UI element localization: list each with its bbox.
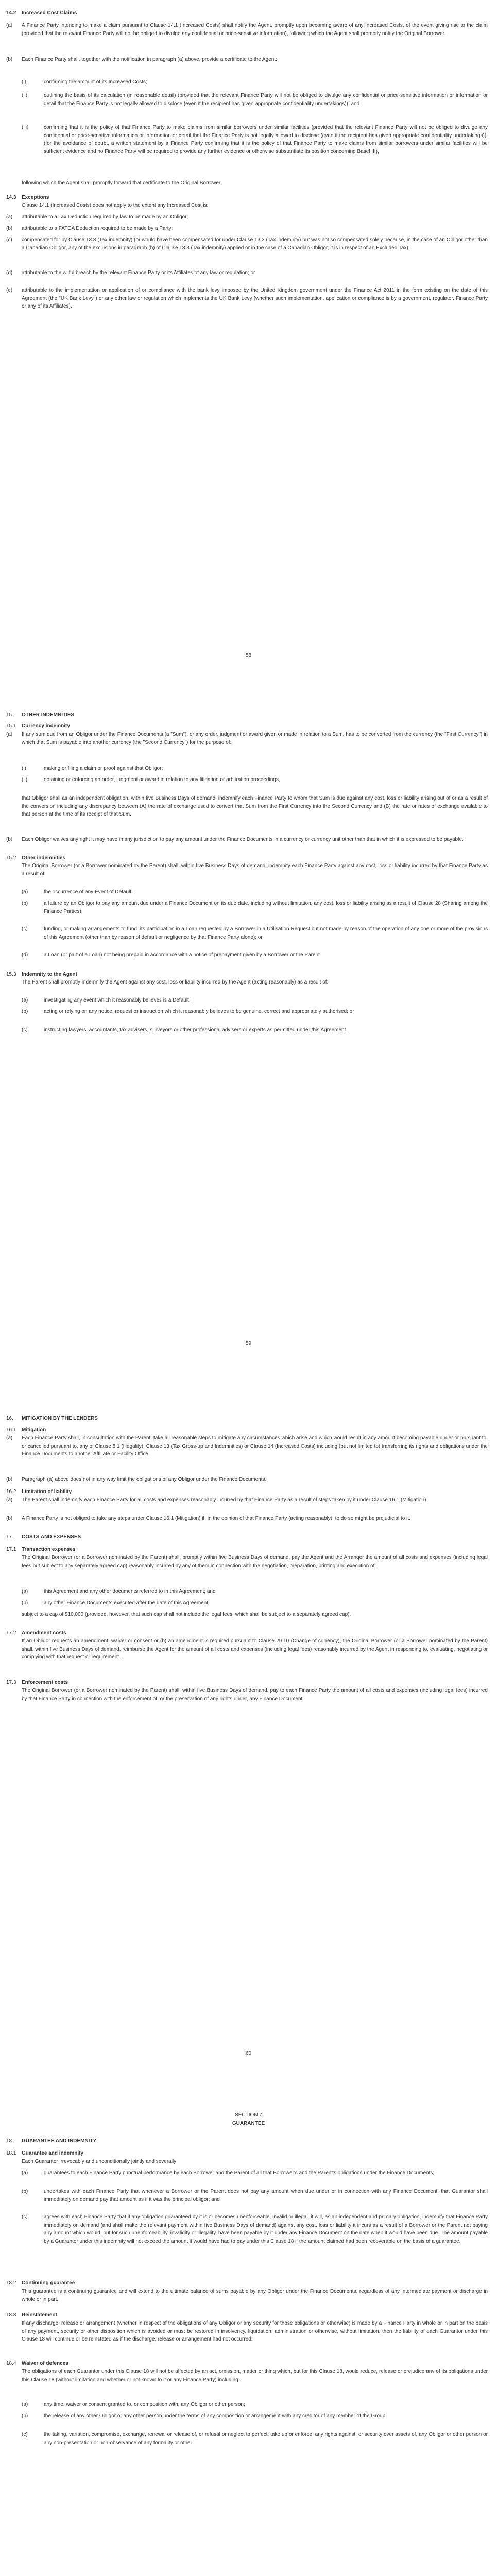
para-label: (d) xyxy=(22,952,28,958)
clause-title: Other indemnities xyxy=(22,855,66,861)
para-text: guarantees to each Finance Party punctual performance by each Borrower and the Parent of all that Borrower's and the Parent's obligations under the Finance Documents; xyxy=(44,2170,435,2176)
page-number: 60 xyxy=(245,2050,252,2056)
para-text: following which the Agent shall promptly forward that certificate to the Original Borrower. xyxy=(22,180,222,186)
section-title: GUARANTEE xyxy=(232,2121,265,2126)
para-text: Each Guarantor irrevocably and unconditionally jointly and severally: xyxy=(22,2159,178,2164)
para-text: Each Finance Party shall, in consultation with the Parent, take all reasonable steps to mitigate any circumstances which arise and which would result in any amount becoming payable under or pursuant to, or cancelled pursuant to, any of Clause 8.1 (Illegality), Clause 13 (Tax Gross-up and Indemnities) or Clause 14 (Increased Costs) including (but not limited to) transferring its rights and obligations under the Finance Documents to another Affiliate or Facility Office. xyxy=(22,1435,488,1457)
para-text: The Original Borrower (or a Borrower nominated by the Parent) shall, promptly within five Business Days of demand, pay the Agent and the Arranger the amount of all costs and expenses (including legal fees but subject to any separately agreed cap) reasonably incurred by any of them in connection with the negotiation, preparation, printing and execution of: xyxy=(22,1555,488,1569)
clause-number: 16.2 xyxy=(6,1489,16,1495)
clause-title: MITIGATION BY THE LENDERS xyxy=(22,1416,98,1421)
para-text: attributable to a FATCA Deduction required to be made by a Party; xyxy=(22,226,173,231)
para-text: any other Finance Documents executed after the date of this Agreement, xyxy=(44,1600,210,1606)
para-label: (b) xyxy=(22,1009,28,1014)
para-label: (c) xyxy=(22,2214,28,2220)
para-text: acting or relying on any notice, request or instruction which it reasonably believes to be genuine, correct and appropriately authorised; or xyxy=(44,1009,354,1014)
clause-number: 17. xyxy=(6,1534,13,1540)
clause-title: Amendment costs xyxy=(22,1630,66,1636)
para-text: subject to a cap of $10,000 (provided, however, that such cap shall not include the legal fees, which shall be subject to a separately agreed cap). xyxy=(22,1612,351,1617)
clause-number: 18.3 xyxy=(6,2312,16,2318)
subpara-label: (iii) xyxy=(22,125,29,130)
para-label: (a) xyxy=(6,23,13,28)
para-label: (b) xyxy=(22,2413,28,2419)
para-label: (a) xyxy=(6,214,13,220)
subpara-label: (i) xyxy=(22,79,26,85)
para-text: If any discharge, release or arrangement (whether in respect of the obligations of any Obligor or any security for those obligations or otherwise) is made by a Finance Party in whole or in part on the basis of any payment, security or other disposition which is avoided or must be restored in insolvency, liquidation, administration or otherwise, without limitation, then the liability of each Guarantor under this Clause 18 will continue or be reinstated as if the discharge, release or arrangement had not occurred. xyxy=(22,2320,488,2342)
para-label: (b) xyxy=(22,901,28,906)
subpara-text: confirming the amount of its Increased Costs; xyxy=(44,79,147,85)
clause-title: Currency indemnity xyxy=(22,723,70,729)
clause-title: Increased Cost Claims xyxy=(22,10,77,16)
para-text: If an Obligor requests an amendment, waiver or consent or (b) an amendment is required pursuant to Clause 29.10 (Change of currency), the Original Borrower (or a Borrower nominated by the Parent) shall, within five Business Days of demand, reimburse the Agent for the amount of all costs and expenses (including legal fees) reasonably incurred by the Agent in responding to, evaluating, negotiating or complying with that request or requirement. xyxy=(22,1638,488,1660)
para-label: (b) xyxy=(6,837,13,842)
para-text: the taking, variation, compromise, exchange, renewal or release of, or refusal or neglect to perfect, take up or enforce, any rights against, or security over assets of, any Obligor or other person or any non-presentation or non-observance of any formality or other xyxy=(44,2432,488,2446)
para-text: investigating any event which it reasonably believes is a Default; xyxy=(44,997,191,1003)
para-text: Each Obligor waives any right it may have in any jurisdiction to pay any amount under the Finance Documents in a currency or currency unit other than that in which it is expressed to be payable. xyxy=(22,837,464,842)
para-label: (a) xyxy=(6,732,13,737)
clause-title: Enforcement costs xyxy=(22,1680,68,1685)
clause-number: 16. xyxy=(6,1416,13,1421)
para-text: If any sum due from an Obligor under the Finance Documents (a "Sum"), or any order, judgment or award given or made in relation to a Sum, has to be converted from the currency (the "First Currency") in which that Sum is payable into another currency (the "Second Currency") for the purpose of: xyxy=(22,732,488,745)
para-text: A Finance Party is not obliged to take any steps under Clause 16.1 (Mitigation) if, in the opinion of that Finance Party (acting reasonably), to do so might be prejudicial to it. xyxy=(22,1516,410,1521)
para-text: attributable to the implementation or application of or compliance with the bank levy imposed by the United Kingdom government under the Finance Act 2011 in the form existing on the date of this Agreement (the "UK Bank Levy") or any other law or regulation which implements the UK Bank Levy (whether such implementation, application or compliance is by a government, regulator, Finance Party or any of its Affiliates). xyxy=(22,287,488,309)
para-text: instructing lawyers, accountants, tax advisers, surveyors or other professional advisers or experts as permitted under this Agreement. xyxy=(44,1027,348,1033)
subpara-text: outlining the basis of its calculation (in reasonable detail) (provided that the relevant Finance Party will not be obliged to divulge any confidential or price-sensitive information or information or detail that the Finance Party is not legally allowed to disclose (even if the recipient has given appropriate confidentiality undertakings)); and xyxy=(44,93,488,107)
clause-number: 16.1 xyxy=(6,1427,16,1433)
para-text: The Parent shall indemnify each Finance Party for all costs and expenses reasonably incurred by that Finance Party as a result of steps taken by it under Clause 16.1 (Mitigation). xyxy=(22,1497,428,1503)
clause-number: 15. xyxy=(6,712,13,718)
clause-title: Continuing guarantee xyxy=(22,2280,75,2286)
clause-title: Transaction expenses xyxy=(22,1547,76,1552)
para-label: (b) xyxy=(6,1477,13,1482)
para-label: (b) xyxy=(22,2189,28,2194)
para-text: A Finance Party intending to make a claim pursuant to Clause 14.1 (Increased Costs) shall notify the Agent, promptly upon becoming aware of any Increased Costs, of the event giving rise to the claim (provided that the relevant Finance Party will not be obliged to divulge any confidential or price-sensitive information), following which the Agent shall promptly notify the Original Borrower. xyxy=(22,23,488,37)
clause-number: 14.2 xyxy=(6,10,16,16)
para-text: the occurrence of any Event of Default; xyxy=(44,889,133,895)
clause-number: 15.3 xyxy=(6,972,16,977)
page-number: 59 xyxy=(245,1341,252,1346)
para-label: (c) xyxy=(6,237,12,243)
para-label: (b) xyxy=(22,1600,28,1606)
clause-number: 15.1 xyxy=(6,723,16,729)
para-label: (a) xyxy=(22,2402,28,2408)
clause-title: Waiver of defences xyxy=(22,2361,68,2366)
para-text: Clause 14.1 (Increased Costs) does not apply to the extent any Increased Cost is: xyxy=(22,202,209,208)
para-text: that Obligor shall as an independent obligation, within five Business Days of demand, indemnify each Finance Party to whom that Sum is due against any cost, loss or liability arising out of or as a result of the conversion including any discrepancy between (A) the rate of exchange used to convert that Sum from the First Currency into the Second Currency and (B) the rate or rates of exchange available to that person at the time of its receipt of that Sum. xyxy=(22,795,488,817)
para-label: (c) xyxy=(22,926,28,932)
section-heading: SECTION 7 xyxy=(235,2112,262,2118)
para-text: undertakes with each Finance Party that whenever a Borrower or the Parent does not pay any amount when due under or in connection with any Finance Document, that Guarantor shall immediately on demand pay that amount as if it was the principal obligor; and xyxy=(44,2189,488,2202)
para-label: (a) xyxy=(6,1435,13,1441)
subpara-label: (ii) xyxy=(22,777,28,783)
para-label: (b) xyxy=(6,226,13,231)
clause-number: 15.2 xyxy=(6,855,16,861)
para-label: (a) xyxy=(22,2170,28,2176)
para-label: (c) xyxy=(22,2432,28,2437)
clause-number: 17.1 xyxy=(6,1547,16,1552)
para-text: any time, waiver or consent granted to, or composition with, any Obligor or other person; xyxy=(44,2402,245,2408)
clause-number: 18.2 xyxy=(6,2280,16,2286)
para-text: a failure by an Obligor to pay any amount due under a Finance Document on its due date, including without limitation, any cost, loss or liability arising as a result of Clause 28 (Sharing among the Finance Parties); xyxy=(44,901,488,914)
clause-number: 17.3 xyxy=(6,1680,16,1685)
para-text: Each Finance Party shall, together with the notification in paragraph (a) above, provide a certificate to the Agent: xyxy=(22,57,277,62)
subpara-text: obtaining or enforcing an order, judgment or award in relation to any litigation or arbitration proceedings, xyxy=(44,777,280,783)
para-text: a Loan (or part of a Loan) not being prepaid in accordance with a notice of prepayment given by a Borrower or the Parent. xyxy=(44,952,321,958)
para-label: (d) xyxy=(6,270,13,276)
para-text: attributable to a Tax Deduction required by law to be made by an Obligor; xyxy=(22,214,188,220)
para-text: The Original Borrower (or a Borrower nominated by the Parent) shall, within five Business Days of demand, pay to each Finance Party the amount of all costs and expenses (including legal fees) incurred by that Finance Party in connection with the enforcement of, or the preservation of any rights under, any Finance Document. xyxy=(22,1688,488,1702)
clause-title: OTHER INDEMNITIES xyxy=(22,712,75,718)
para-label: (c) xyxy=(22,1027,28,1033)
para-text: agrees with each Finance Party that if any obligation guaranteed by it is or becomes unenforceable, invalid or illegal, it will, as an independent and primary obligation, indemnify that Finance Party immediately on demand (and shall make the relevant payment within five Business Days of demand) against any cost, loss or liability it incurs as a result of a Borrower or the Parent not paying any amount which would, but for such unenforceability, invalidity or illegality, have been payable by it under any Finance Document on the date when it would have been due. The amount payable by a Guarantor under this indemnity will not exceed the amount it would have had to pay under this Clause 18 if the amount claimed had been recoverable on the basis of a guarantee. xyxy=(44,2214,488,2244)
clause-title: Limitation of liability xyxy=(22,1489,72,1495)
clause-number: 14.3 xyxy=(6,195,16,200)
clause-title: Indemnity to the Agent xyxy=(22,972,77,977)
para-label: (a) xyxy=(22,889,28,895)
para-text: funding, or making arrangements to fund, its participation in a Loan requested by a Borrower in a Utilisation Request but not made by reason of the operation of any one or more of the provisions of this Agreement (other than by reason of default or negligence by that Finance Party alone); or xyxy=(44,926,488,940)
clause-title: COSTS AND EXPENSES xyxy=(22,1534,81,1540)
para-text: This guarantee is a continuing guarantee and will extend to the ultimate balance of sums payable by any Obligor under the Finance Documents, regardless of any intermediate payment or discharge in whole or in part. xyxy=(22,2289,488,2302)
page-number: 58 xyxy=(245,653,252,658)
para-label: (a) xyxy=(6,1497,13,1503)
clause-title: Reinstatement xyxy=(22,2312,57,2318)
clause-title: Guarantee and indemnity xyxy=(22,2150,84,2156)
clause-number: 18. xyxy=(6,2138,13,2144)
para-text: The Parent shall promptly indemnify the Agent against any cost, loss or liability incurred by the Agent (acting reasonably) as a result of: xyxy=(22,979,329,985)
para-text: this Agreement and any other documents referred to in this Agreement; and xyxy=(44,1589,216,1595)
subpara-label: (i) xyxy=(22,766,26,771)
para-label: (b) xyxy=(6,57,13,62)
clause-title: GUARANTEE AND INDEMNITY xyxy=(22,2138,97,2144)
para-text: attributable to the wilful breach by the relevant Finance Party or its Affiliates of any law or regulation; or xyxy=(22,270,255,276)
para-label: (e) xyxy=(6,287,13,293)
subpara-text: confirming that it is the policy of that Finance Party to make claims from similar borrowers under similar facilities (provided that the relevant Finance Party will not be obliged to divulge any confidential or price-sensitive information or information or detail that the Finance Party is not legally allowed to disclose (even if the recipient has given appropriate confidentiality undertakings)); (for the avoidance of doubt, a written statement by a Finance Party confirming that it is the policy of that Finance Party to make claims from similar borrowers under similar facilities will be sufficient evidence and no Finance Party will be required to provide any further evidence or otherwise substantiate its position concerning Basel III), xyxy=(44,125,488,155)
para-text: The Original Borrower (or a Borrower nominated by the Parent) shall, within five Business Days of demand, indemnify each Finance Party against any cost, loss or liability incurred by that Finance Party as a result of: xyxy=(22,863,488,877)
clause-title: Mitigation xyxy=(22,1427,46,1433)
para-label: (b) xyxy=(6,1516,13,1521)
para-label: (a) xyxy=(22,1589,28,1595)
para-text: The obligations of each Guarantor under this Clause 18 will not be affected by an act, omission, matter or thing which, but for this Clause 18, would reduce, release or prejudice any of its obligations under this Clause 18 (without limitation and whether or not known to it or any Finance Party) including: xyxy=(22,2369,488,2383)
clause-title: Exceptions xyxy=(22,195,49,200)
para-text: the release of any other Obligor or any other person under the terms of any composition or arrangement with any creditor of any member of the Group; xyxy=(44,2413,387,2419)
clause-number: 18.4 xyxy=(6,2361,16,2366)
clause-number: 18.1 xyxy=(6,2150,16,2156)
subpara-text: making or filing a claim or proof against that Obligor; xyxy=(44,766,163,771)
para-text: compensated for by Clause 13.3 (Tax indemnity) (or would have been compensated for under Clause 13.3 (Tax indemnity) but was not so compensated solely because, in the case of an Obligor other than a Canadian Obligor, any of the exclusions in paragraph (b) of Clause 13.3 (Tax indemnity) applied or in the case of a Canadian Obligor, it is in respect of an Excluded Tax); xyxy=(22,237,488,251)
subpara-label: (ii) xyxy=(22,93,28,98)
para-text: Paragraph (a) above does not in any way limit the obligations of any Obligor under the Finance Documents. xyxy=(22,1477,267,1482)
clause-number: 17.2 xyxy=(6,1630,16,1636)
para-label: (a) xyxy=(22,997,28,1003)
